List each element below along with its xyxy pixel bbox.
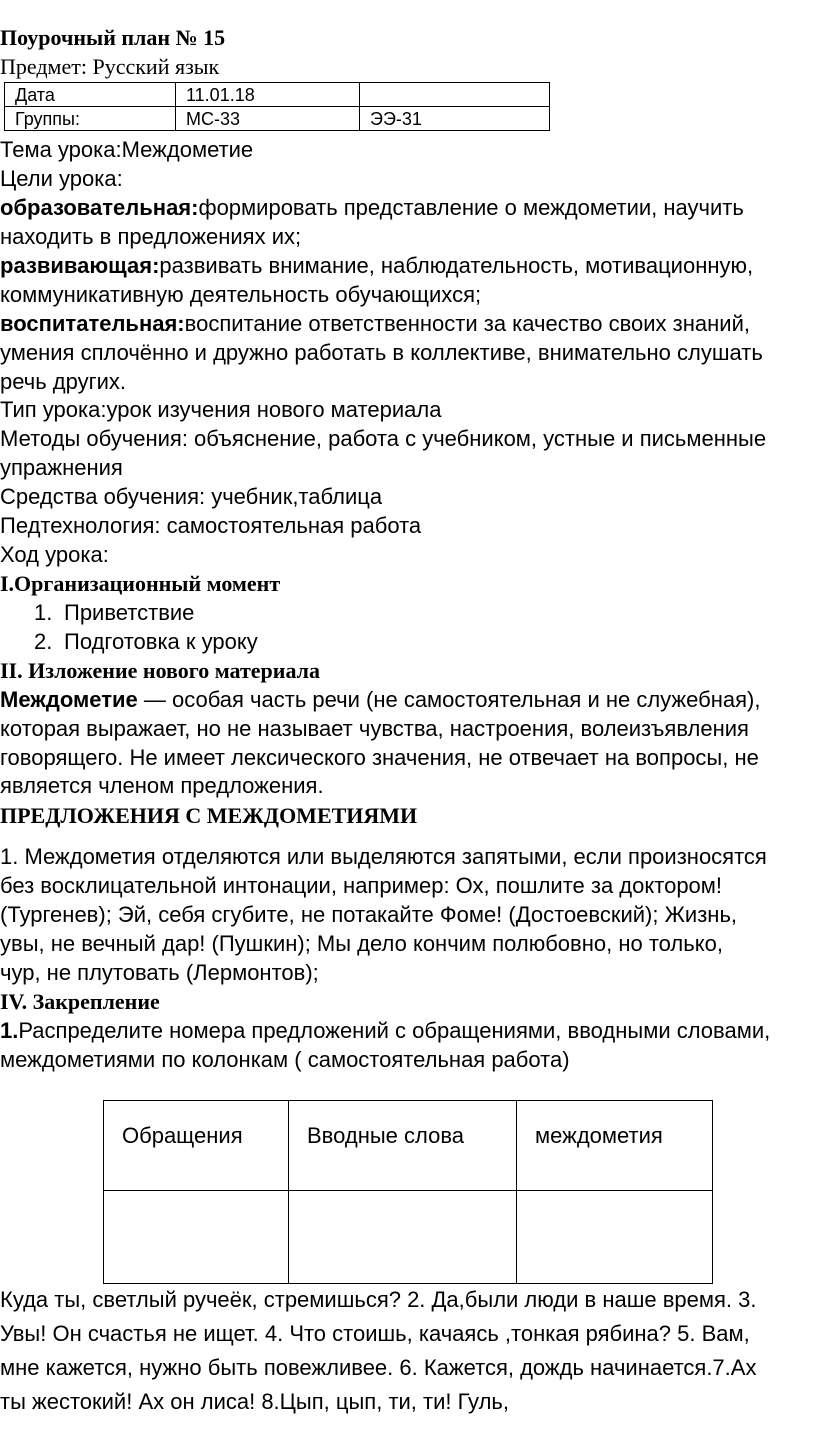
goal-text-line: коммуникативную деятельность обучающихся; xyxy=(0,282,482,307)
teaching-methods-cont: упражнения xyxy=(0,455,123,480)
sentences-line: ты жестокий! Ах он лиса! 8.Цып, цып, ти, ти! Гуль, xyxy=(0,1389,509,1414)
table-row xyxy=(104,1191,713,1284)
definition-text: — особая часть речи (не самостоятельная и не служебная), xyxy=(137,687,761,712)
lesson-type: Тип урока:урок изучения нового материала xyxy=(0,397,442,422)
goal-label: образовательная: xyxy=(0,195,199,220)
rule-line: 1. Междометия отделяются или выделяются запятыми, если произносятся xyxy=(0,844,767,869)
goal-text: воспитание ответственности за качество своих знаний, xyxy=(184,311,750,336)
definition-line: говорящего. Не имеет лексического значения, не отвечает на вопросы, не xyxy=(0,745,759,770)
column-header: Обращения xyxy=(104,1101,289,1191)
info-table xyxy=(4,82,550,131)
goal-text: развивать внимание, наблюдательность, мотивационную, xyxy=(159,253,754,278)
goal-text-line: находить в предложениях их; xyxy=(0,224,302,249)
task-line xyxy=(0,1017,770,1045)
section-4-title: IV. Закрепление xyxy=(0,989,160,1014)
lesson-plan-title: Поурочный план № 15 xyxy=(0,25,226,50)
rule-line: чур, не плутовать (Лермонтов); xyxy=(0,960,319,985)
columns-table xyxy=(103,1100,713,1284)
lesson-topic: Тема урока:Междометие xyxy=(0,137,254,162)
list-text: Подготовка к уроку xyxy=(64,629,258,654)
table-header-row xyxy=(104,1101,713,1191)
definition-line: является членом предложения. xyxy=(0,773,324,798)
table-cell: МС-33 xyxy=(176,107,360,131)
table-cell xyxy=(360,83,550,107)
list-text: Приветствие xyxy=(64,600,195,625)
rule-heading: ПРЕДЛОЖЕНИЯ С МЕЖДОМЕТИЯМИ xyxy=(0,803,418,828)
column-header: междометия xyxy=(517,1101,713,1191)
empty-cell[interactable] xyxy=(104,1191,289,1284)
table-cell: ЭЭ-31 xyxy=(360,107,550,131)
section-2-title: II. Изложение нового материала xyxy=(0,658,320,683)
subject-line: Предмет: Русский язык xyxy=(0,54,220,79)
goal-text-line: умения сплочённо и дружно работать в коллективе, внимательно слушать xyxy=(0,340,763,365)
sentences-line: мне кажется, нужно быть повежливее. 6. Кажется, дождь начинается.7.Ах xyxy=(0,1355,757,1380)
goal-text-line: речь других. xyxy=(0,369,127,394)
task-line: междометиями по колонкам ( самостоятельная работа) xyxy=(0,1047,570,1072)
task-number: 1. xyxy=(0,1018,19,1043)
section-1-title: I.Организационный момент xyxy=(0,571,281,596)
goal-text: формировать представление о междометии, научить xyxy=(198,195,744,220)
goal-educational xyxy=(0,194,744,222)
definition-line xyxy=(0,685,816,714)
sentences-line: Увы! Он счастья не ищет. 4. Что стоишь, качаясь ,тонкая рябина? 5. Вам, xyxy=(0,1321,750,1346)
list-item xyxy=(34,599,194,627)
pedagogical-technology: Педтехнология: самостоятельная работа xyxy=(0,513,422,538)
task-text: Распределите номера предложений с обращениями, вводными словами, xyxy=(18,1018,771,1043)
rule-line: (Тургенев); Эй, себя сгубите, не потакайте Фоме! (Достоевский); Жизнь, xyxy=(0,902,738,927)
teaching-tools: Средства обучения: учебник,таблица xyxy=(0,484,383,509)
teaching-methods: Методы обучения: объяснение, работа с учебником, устные и письменные xyxy=(0,426,767,451)
table-row xyxy=(5,83,550,107)
lesson-flow-heading: Ход урока: xyxy=(0,542,109,567)
list-number: 1. xyxy=(34,600,53,625)
list-item xyxy=(34,628,258,656)
rule-line: без восклицательной интонации, например: Ох, пошлите за доктором! xyxy=(0,873,723,898)
table-row xyxy=(5,107,550,131)
goals-heading: Цели урока: xyxy=(0,166,123,191)
list-number: 2. xyxy=(34,629,53,654)
table-cell: 11.01.18 xyxy=(176,83,360,107)
sentences-line: Куда ты, светлый ручеёк, стремишься? 2. Да,были люди в наше время. 3. xyxy=(0,1287,757,1312)
empty-cell[interactable] xyxy=(517,1191,713,1284)
goal-label: развивающая: xyxy=(0,253,160,278)
rule-line: увы, не вечный дар! (Пушкин); Мы дело кончим полюбовно, но только, xyxy=(0,931,723,956)
goal-developing xyxy=(0,252,753,280)
definition-line: которая выражает, но не называет чувства, настроения, волеизъявления xyxy=(0,716,749,741)
empty-cell[interactable] xyxy=(289,1191,517,1284)
definition-term: Междометие xyxy=(0,687,138,712)
table-cell: Дата xyxy=(5,83,176,107)
table-cell: Группы: xyxy=(5,107,176,131)
goal-label: воспитательная: xyxy=(0,311,185,336)
column-header: Вводные слова xyxy=(289,1101,517,1191)
goal-upbringing xyxy=(0,310,750,338)
